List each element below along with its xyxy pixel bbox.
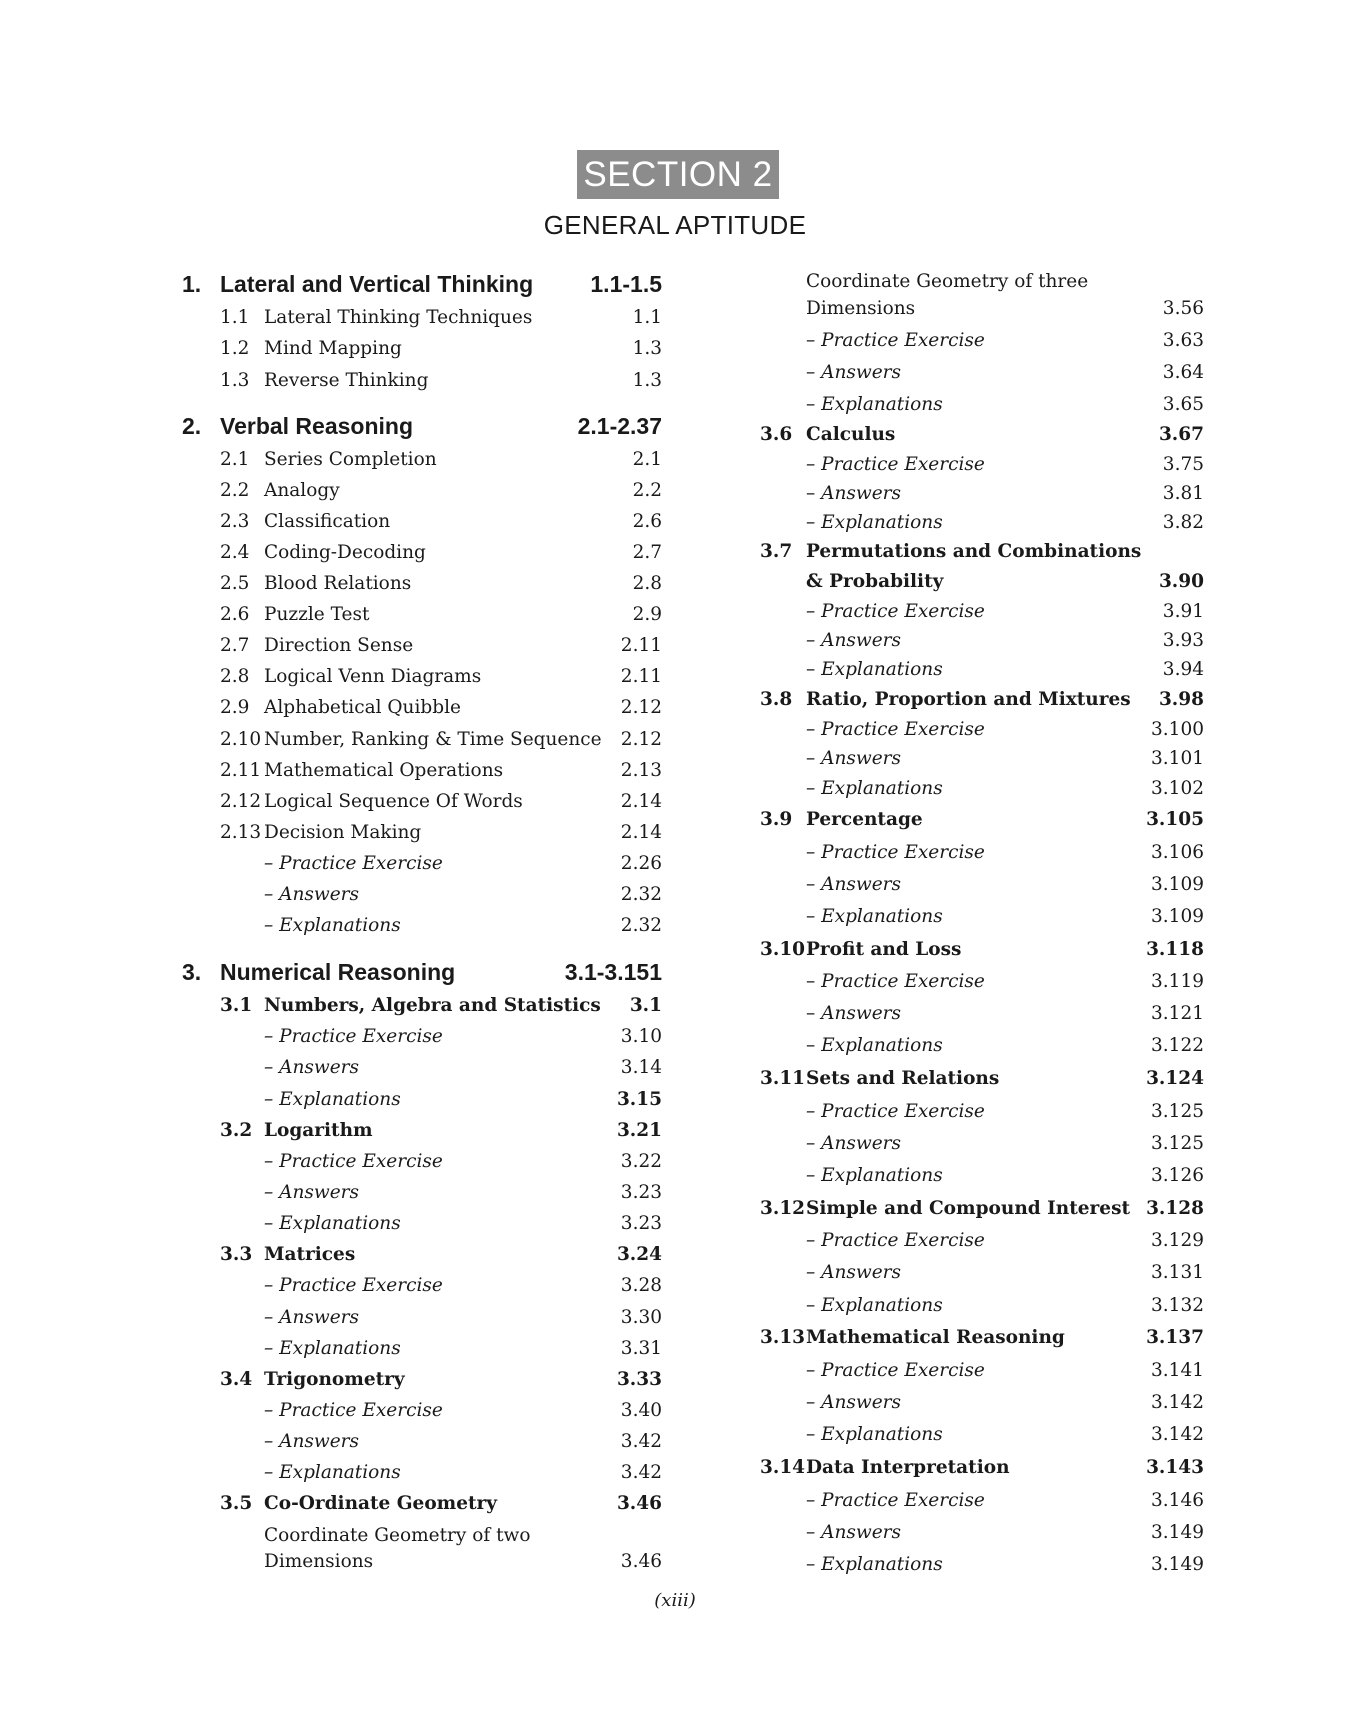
entry-page: 3.142 <box>1151 1424 1204 1445</box>
toc-subentry[interactable] <box>0 744 1350 774</box>
entry-title: – Explanations <box>806 1165 943 1186</box>
toc-entry[interactable] <box>0 420 1350 450</box>
entry-title: – Practice Exercise <box>806 330 985 351</box>
entry-page: 3.105 <box>1146 809 1204 830</box>
entry-page: 3.109 <box>1151 874 1204 895</box>
entry-title: Number, Ranking & Time Sequence <box>264 729 602 750</box>
entry-title: Mathematical Operations <box>264 760 504 781</box>
entry-title: – Explanations <box>264 1338 401 1359</box>
entry-title: – Answers <box>264 884 360 905</box>
entry-page: 3.131 <box>1151 1262 1204 1283</box>
entry-page: 3.30 <box>620 1307 662 1328</box>
entry-title: Mathematical Reasoning <box>806 1327 1065 1348</box>
entry-title: Coding-Decoding <box>264 542 426 563</box>
toc-entry[interactable] <box>0 537 1350 567</box>
entry-page: 3.126 <box>1151 1165 1204 1186</box>
section-title: GENERAL APTITUDE <box>543 210 807 240</box>
entry-title: – Answers <box>806 1522 902 1543</box>
entry-title: Data Interpretation <box>806 1457 1010 1478</box>
toc-subentry[interactable] <box>0 450 1350 480</box>
entry-page: 3.65 <box>1162 394 1204 415</box>
entry-page: 3.137 <box>1146 1327 1204 1348</box>
entry-title: – Answers <box>806 1262 902 1283</box>
section-badge: SECTION 2 <box>577 150 779 199</box>
page-number: (xiii) <box>654 1590 696 1611</box>
entry-title: Profit and Loss <box>806 939 962 960</box>
entry-number: 3.7 <box>760 541 793 562</box>
entry-title: Permutations and Combinations <box>806 541 1142 562</box>
toc-subentry[interactable] <box>0 1161 1350 1191</box>
entry-number: 2.4 <box>220 542 250 563</box>
entry-title: Dimensions <box>264 1551 374 1572</box>
entry-title: Decision Making <box>264 822 422 843</box>
entry-page: 3.125 <box>1151 1133 1204 1154</box>
entry-title: – Explanations <box>806 1554 943 1575</box>
chapter-page-range: 1.1-1.5 <box>590 271 662 297</box>
entry-page: 3.46 <box>616 1493 662 1514</box>
entry-page: 3.81 <box>1162 483 1204 504</box>
entry-number: 2.9 <box>220 697 250 718</box>
entry-page: 3.121 <box>1151 1003 1204 1024</box>
entry-title: – Explanations <box>806 778 943 799</box>
entry-title: – Explanations <box>806 1295 943 1316</box>
entry-page: 3.129 <box>1151 1230 1204 1251</box>
entry-page: 3.132 <box>1151 1295 1204 1316</box>
entry-title: – Practice Exercise <box>806 454 985 475</box>
entry-page: 3.118 <box>1146 939 1204 960</box>
entry-page: 3.101 <box>1151 748 1204 769</box>
entry-page: 1.1 <box>632 307 662 328</box>
toc-entry[interactable] <box>0 805 1350 835</box>
entry-page: 3.82 <box>1162 512 1204 533</box>
entry-title: Calculus <box>806 424 896 445</box>
toc-subentry[interactable] <box>0 390 1350 420</box>
entry-title: – Answers <box>806 1392 902 1413</box>
entry-page: 3.100 <box>1151 719 1204 740</box>
entry-number: 3.12 <box>760 1198 806 1219</box>
entry-page: 3.102 <box>1151 778 1204 799</box>
toc-subentry[interactable] <box>0 999 1350 1029</box>
entry-title: – Answers <box>264 1431 360 1452</box>
entry-title: – Practice Exercise <box>264 1026 443 1047</box>
chapter-number: 2. <box>182 413 202 439</box>
toc-subentry[interactable] <box>0 715 1350 745</box>
entry-page: 3.23 <box>620 1213 662 1234</box>
entry-title: & Probability <box>806 571 944 592</box>
entry-title: – Answers <box>264 1307 360 1328</box>
entry-title: – Explanations <box>806 659 943 680</box>
entry-page: 3.42 <box>620 1462 662 1483</box>
entry-title: Coordinate Geometry of three <box>806 271 1089 292</box>
entry-title: – Explanations <box>264 1213 401 1234</box>
toc-entry[interactable] <box>0 935 1350 965</box>
entry-title: – Explanations <box>264 915 401 936</box>
entry-title: Blood Relations <box>264 573 412 594</box>
entry-title: – Answers <box>264 1057 360 1078</box>
entry-page: 2.26 <box>620 853 662 874</box>
entry-title: Simple and Compound Interest <box>806 1198 1131 1219</box>
entry-number: 2.1 <box>220 449 250 470</box>
toc-subentry[interactable] <box>0 267 1350 297</box>
toc-subentry[interactable] <box>0 294 1350 324</box>
entry-page: 3.42 <box>620 1431 662 1452</box>
entry-page: 3.75 <box>1162 454 1204 475</box>
entry-title: Matrices <box>264 1244 356 1265</box>
toc-subentry[interactable] <box>0 597 1350 627</box>
toc-subentry[interactable] <box>0 358 1350 388</box>
toc-subentry[interactable] <box>0 1226 1350 1256</box>
entry-number: 2.3 <box>220 511 250 532</box>
entry-page: 1.3 <box>632 338 662 359</box>
entry-page: 3.94 <box>1162 659 1204 680</box>
entry-number: 2.5 <box>220 573 250 594</box>
entry-page: 3.90 <box>1158 571 1204 592</box>
entry-title: Numbers, Algebra and Statistics <box>264 995 601 1016</box>
toc-subentry[interactable] <box>0 1291 1350 1321</box>
entry-page: 3.91 <box>1162 601 1204 622</box>
toc-subentry[interactable] <box>0 1258 1350 1288</box>
entry-page: 3.22 <box>620 1151 662 1172</box>
chapter-page-range: 2.1-2.37 <box>577 413 662 439</box>
entry-title: Logical Venn Diagrams <box>264 666 482 687</box>
toc-subentry[interactable] <box>0 1388 1350 1418</box>
entry-title: – Answers <box>806 630 902 651</box>
entry-title: – Answers <box>806 748 902 769</box>
entry-title: – Explanations <box>806 512 943 533</box>
entry-page: 3.149 <box>1151 1522 1204 1543</box>
entry-page: 3.141 <box>1151 1360 1204 1381</box>
toc-entry[interactable] <box>0 1064 1350 1094</box>
entry-title: Lateral Thinking Techniques <box>264 307 533 328</box>
entry-page: 2.32 <box>620 915 662 936</box>
entry-page: 3.56 <box>1162 298 1204 319</box>
entry-number: 1.2 <box>220 338 250 359</box>
entry-page: 3.143 <box>1146 1457 1204 1478</box>
entry-page: 3.10 <box>620 1026 662 1047</box>
entry-page: 3.23 <box>620 1182 662 1203</box>
entry-number: 3.10 <box>760 939 806 960</box>
entry-title: – Practice Exercise <box>264 1400 443 1421</box>
entry-page: 2.13 <box>620 760 662 781</box>
entry-number: 3.8 <box>760 689 793 710</box>
entry-page: 3.21 <box>616 1120 662 1141</box>
toc-subentry[interactable] <box>0 1420 1350 1450</box>
entry-title: Reverse Thinking <box>264 370 429 391</box>
toc-subentry[interactable] <box>0 1129 1350 1159</box>
entry-title: Dimensions <box>806 298 916 319</box>
entry-title: – Practice Exercise <box>806 1490 985 1511</box>
entry-title: – Explanations <box>806 1035 943 1056</box>
toc-subentry[interactable] <box>0 479 1350 509</box>
entry-title: Series Completion <box>264 449 437 470</box>
chapter-page-range: 3.1-3.151 <box>564 959 662 985</box>
toc-subentry[interactable] <box>0 1031 1350 1061</box>
entry-title: – Practice Exercise <box>264 1151 443 1172</box>
entry-title: Trigonometry <box>264 1369 405 1390</box>
entry-title: Logical Sequence Of Words <box>264 791 523 812</box>
toc-subentry[interactable] <box>0 626 1350 656</box>
entry-page: 2.32 <box>620 884 662 905</box>
entry-title: – Answers <box>806 874 902 895</box>
entry-number: 3.2 <box>220 1120 253 1141</box>
entry-page: 1.3 <box>632 370 662 391</box>
entry-page: 3.124 <box>1146 1068 1204 1089</box>
entry-page: 3.40 <box>620 1400 662 1421</box>
entry-title: – Practice Exercise <box>806 971 985 992</box>
entry-page: 3.93 <box>1162 630 1204 651</box>
entry-page: 3.14 <box>620 1057 662 1078</box>
entry-page: 3.106 <box>1151 842 1204 863</box>
entry-number: 2.13 <box>220 822 262 843</box>
entry-page: 3.31 <box>620 1338 662 1359</box>
entry-title: – Practice Exercise <box>806 842 985 863</box>
entry-title: Direction Sense <box>264 635 414 656</box>
entry-number: 1.3 <box>220 370 250 391</box>
chapter-title: Numerical Reasoning <box>220 959 456 985</box>
entry-title: Ratio, Proportion and Mixtures <box>806 689 1131 710</box>
entry-title: Analogy <box>264 480 340 501</box>
entry-number: 2.8 <box>220 666 250 687</box>
entry-title: – Practice Exercise <box>806 719 985 740</box>
entry-title: Alphabetical Quibble <box>264 697 461 718</box>
toc-subentry[interactable] <box>0 326 1350 356</box>
entry-number: 3.6 <box>760 424 793 445</box>
entry-title: Classification <box>264 511 391 532</box>
entry-page: 3.109 <box>1151 906 1204 927</box>
entry-page: 3.28 <box>620 1275 662 1296</box>
entry-page: 3.125 <box>1151 1101 1204 1122</box>
toc-subentry[interactable] <box>0 870 1350 900</box>
toc-subentry[interactable] <box>0 508 1350 538</box>
entry-title: – Practice Exercise <box>264 853 443 874</box>
entry-page: 2.14 <box>620 822 662 843</box>
entry-number: 3.9 <box>760 809 793 830</box>
entry-title: – Practice Exercise <box>806 601 985 622</box>
entry-page: 3.15 <box>616 1089 662 1110</box>
chapter-number: 1. <box>182 271 202 297</box>
toc-subentry[interactable] <box>0 1486 1350 1516</box>
toc-entry[interactable] <box>0 685 1350 715</box>
entry-title: – Answers <box>806 483 902 504</box>
entry-page: 3.67 <box>1158 424 1204 445</box>
chapter-title: Verbal Reasoning <box>220 413 414 439</box>
entry-page: 3.146 <box>1151 1490 1204 1511</box>
entry-page: 3.24 <box>616 1244 662 1265</box>
entry-page: 2.12 <box>620 729 662 750</box>
entry-number: 3.1 <box>220 995 253 1016</box>
entry-number: 2.7 <box>220 635 250 656</box>
entry-title: – Explanations <box>806 394 943 415</box>
entry-title: – Explanations <box>806 906 943 927</box>
entry-page: 3.33 <box>616 1369 662 1390</box>
toc-subentry[interactable] <box>0 967 1350 997</box>
entry-number: 3.3 <box>220 1244 253 1265</box>
entry-number: 2.10 <box>220 729 262 750</box>
entry-title: – Answers <box>806 1003 902 1024</box>
chapter-title: Lateral and Vertical Thinking <box>220 271 534 297</box>
toc-subentry[interactable] <box>0 655 1350 685</box>
entry-page: 2.2 <box>632 480 662 501</box>
entry-title: – Practice Exercise <box>806 1360 985 1381</box>
entry-title: – Explanations <box>264 1089 401 1110</box>
entry-title: – Explanations <box>806 1424 943 1445</box>
entry-title: Percentage <box>806 809 923 830</box>
entry-title: Co-Ordinate Geometry <box>264 1493 498 1514</box>
entry-number: 3.5 <box>220 1493 253 1514</box>
entry-page: 2.1 <box>632 449 662 470</box>
entry-title: – Practice Exercise <box>264 1275 443 1296</box>
entry-page: 3.149 <box>1151 1554 1204 1575</box>
toc-entry[interactable] <box>0 1453 1350 1483</box>
entry-title: Logarithm <box>264 1120 373 1141</box>
entry-number: 3.11 <box>760 1068 806 1089</box>
entry-number: 2.11 <box>220 760 262 781</box>
entry-title: – Practice Exercise <box>806 1101 985 1122</box>
entry-number: 3.4 <box>220 1369 253 1390</box>
entry-number: 2.12 <box>220 791 262 812</box>
entry-title: – Answers <box>806 362 902 383</box>
toc-entry[interactable] <box>0 1323 1350 1353</box>
toc-subentry[interactable] <box>0 902 1350 932</box>
entry-page: 3.63 <box>1162 330 1204 351</box>
entry-number: 2.2 <box>220 480 250 501</box>
entry-title: Puzzle Test <box>264 604 370 625</box>
toc-subentry[interactable] <box>0 1518 1350 1548</box>
chapter-number: 3. <box>182 959 202 985</box>
entry-title: – Explanations <box>264 1462 401 1483</box>
entry-page: 2.8 <box>632 573 662 594</box>
entry-page: 2.12 <box>620 697 662 718</box>
toc-entry[interactable] <box>0 1194 1350 1224</box>
entry-number: 3.14 <box>760 1457 806 1478</box>
entry-title: Coordinate Geometry of two <box>264 1525 531 1546</box>
entry-page: 3.122 <box>1151 1035 1204 1056</box>
toc-subentry[interactable] <box>0 774 1350 804</box>
entry-page: 2.9 <box>632 604 662 625</box>
entry-page: 3.46 <box>620 1551 662 1572</box>
entry-page: 3.128 <box>1146 1198 1204 1219</box>
entry-page: 3.119 <box>1151 971 1204 992</box>
entry-title: Sets and Relations <box>806 1068 1000 1089</box>
toc-subentry[interactable] <box>0 1097 1350 1127</box>
entry-page: 2.6 <box>632 511 662 532</box>
entry-page: 2.11 <box>620 666 662 687</box>
entry-page: 2.7 <box>632 542 662 563</box>
entry-title: – Answers <box>264 1182 360 1203</box>
entry-page: 3.1 <box>629 995 662 1016</box>
entry-number: 2.6 <box>220 604 250 625</box>
entry-title: – Answers <box>806 1133 902 1154</box>
entry-page: 2.11 <box>620 635 662 656</box>
entry-number: 3.13 <box>760 1327 806 1348</box>
entry-number: 1.1 <box>220 307 250 328</box>
toc-entry-continued[interactable] <box>0 567 1350 597</box>
entry-page: 3.98 <box>1158 689 1204 710</box>
toc-subentry[interactable] <box>0 838 1350 868</box>
entry-title: – Practice Exercise <box>806 1230 985 1251</box>
entry-page: 3.142 <box>1151 1392 1204 1413</box>
entry-page: 2.14 <box>620 791 662 812</box>
toc-subentry[interactable] <box>0 1356 1350 1386</box>
toc-subentry[interactable] <box>0 1550 1350 1580</box>
entry-title: Mind Mapping <box>264 338 402 359</box>
entry-page: 3.64 <box>1162 362 1204 383</box>
